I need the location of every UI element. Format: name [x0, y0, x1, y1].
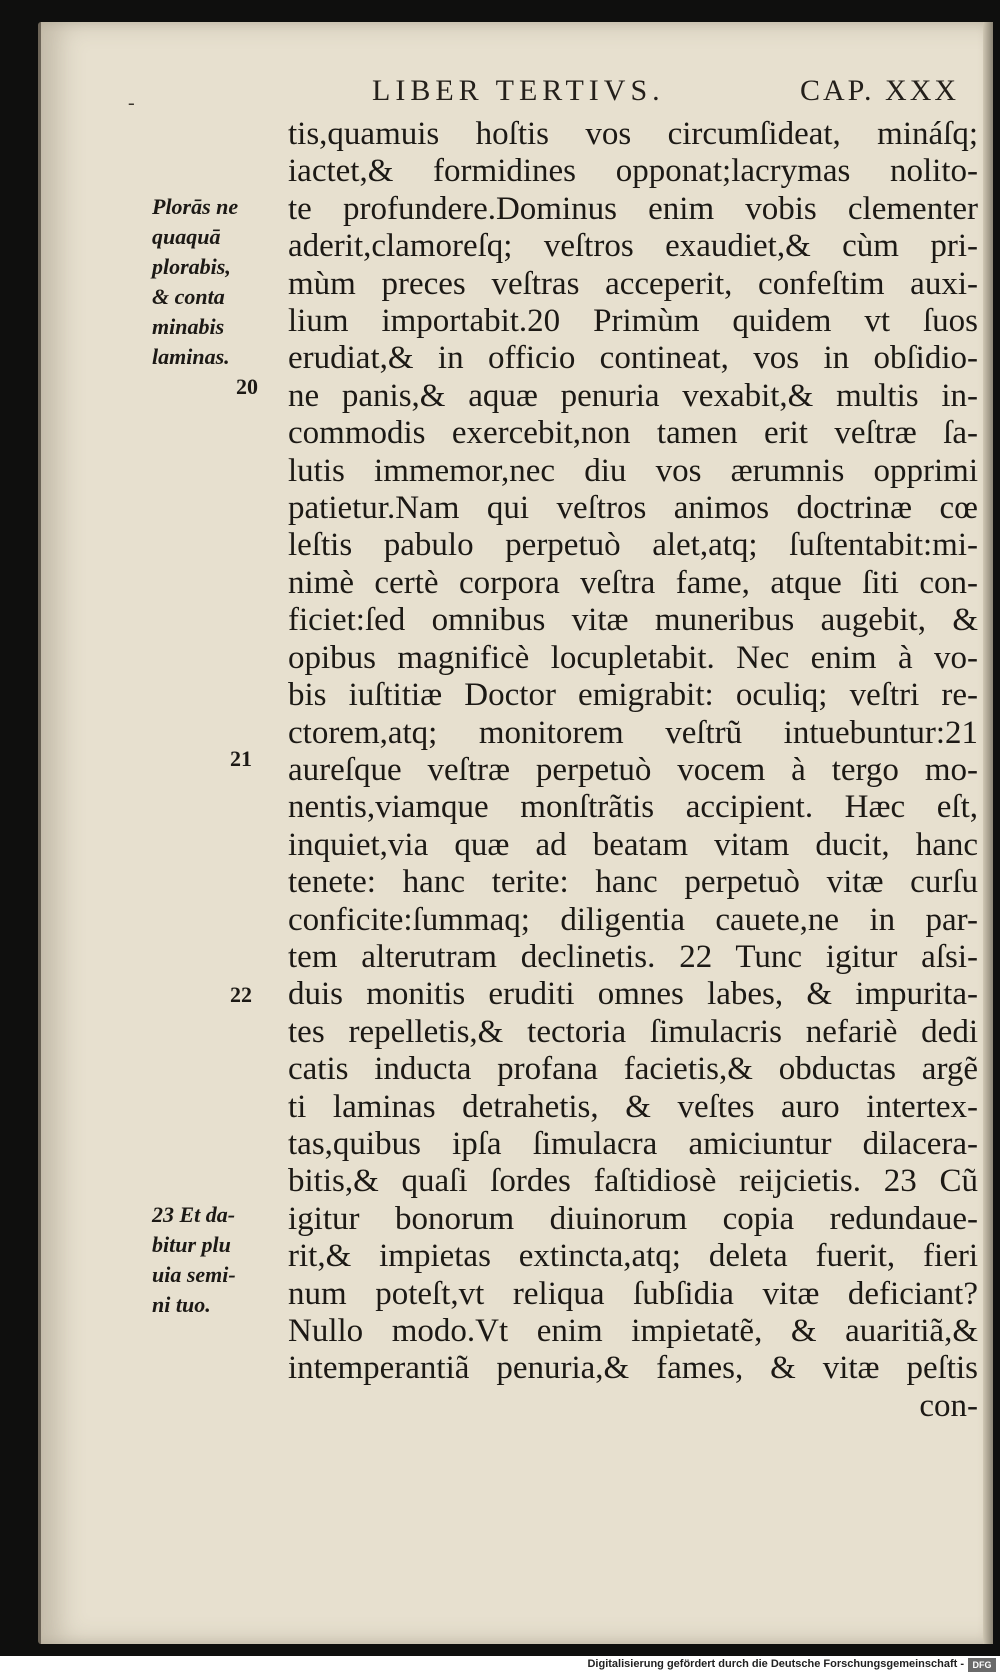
text-line: tis,quamuis hoſtis vos circumſideat, mináſq; — [288, 116, 978, 152]
text-line: ficiet:ſed omnibus vitæ muneribus augebit, & — [288, 602, 978, 639]
marginal-line: Plorās ne — [152, 194, 239, 219]
marginal-line: quaquā — [152, 224, 221, 249]
text-line: opibus magnificè locupletabit. Nec enim à vo- — [288, 639, 978, 676]
text-line: duis monitis eruditi omnes labes, & impurita- — [288, 976, 978, 1013]
marginal-line: 23 Et da- — [152, 1202, 236, 1227]
text-line: patietur.Nam qui veſtros animos doctrinæ cœ — [288, 490, 978, 527]
marginal-line: ni tuo. — [152, 1292, 211, 1317]
text-line: nimè certè corpora veſtra fame, atque ſiti con- — [288, 564, 978, 601]
text-line: tenete: hanc terite: hanc perpetuò vitæ curſu — [288, 864, 978, 901]
marginal-note-23 — [152, 1200, 282, 1320]
text-line: catis inducta profana facietis,& obductas argẽ — [288, 1051, 978, 1088]
marginal-line: & conta — [152, 284, 225, 309]
text-line: num poteſt,vt reliqua ſubſidia vitæ deficiant? — [288, 1275, 978, 1312]
text-line: bitis,& quaſi ſordes faſtidiosè reijcietis. 23 Cũ — [288, 1163, 978, 1200]
text-line: tem alterutram declinetis. 22 Tunc igitur aſsi- — [288, 938, 978, 975]
marginal-line: minabis — [152, 314, 225, 339]
text-line: ctorem,atq; monitorem veſtrũ intuebuntur:21 — [288, 714, 978, 751]
text-line: lium importabit.20 Primùm quidem vt ſuos — [288, 303, 978, 340]
text-line: te profundere.Dominus enim vobis clementer — [288, 190, 978, 227]
text-line: Nullo modo.Vt enim impietatẽ, & auaritiã,& — [288, 1313, 978, 1349]
catchword: con- — [919, 1387, 978, 1424]
text-line: igitur bonorum diuinorum copia redundaue- — [288, 1200, 978, 1237]
running-head: LIBER TERTIVS. — [372, 74, 665, 107]
page-edge — [983, 22, 993, 1644]
chapter-number: CAP. XXX — [800, 74, 960, 107]
text-line: leſtis pabulo perpetuò alet,atq; ſuſtentabit:mi- — [288, 527, 978, 564]
text-line: aureſque veſtræ perpetuò vocem à tergo mo- — [288, 751, 978, 788]
text-line: lutis immemor,nec diu vos ærumnis opprimi — [288, 452, 978, 489]
marginal-line: laminas. — [152, 344, 230, 369]
text-line: nentis,viamque monſtrãtis accipient. Hæc eſt, — [288, 789, 978, 826]
text-line: tes repelletis,& tectoria ſimulacris nefariè dedi — [288, 1013, 978, 1050]
marginal-note-20 — [152, 192, 282, 402]
top-mark: - — [128, 92, 135, 114]
text-line: mùm preces veſtras acceperit, confeſtim auxi- — [288, 265, 978, 302]
text-line: commodis exercebit,non tamen erit veſtræ ſa- — [288, 415, 978, 452]
text-line: ti laminas detrahetis, & veſtes auro intertex- — [288, 1088, 978, 1125]
verse-number-21: 21 — [230, 746, 252, 771]
text-line: aderit,clamoreſq; veſtros exaudiet,& cùm pri- — [288, 228, 978, 265]
text-line: rit,& impietas extincta,atq; deleta fuerit, fieri — [288, 1238, 978, 1275]
main-text — [288, 116, 978, 1425]
text-line: intemperantiã penuria,& fames, & vitæ peſtis — [288, 1350, 978, 1387]
digitization-credit: Digitalisierung gefördert durch die Deutsche Forschungsgemeinschaft - — [587, 1658, 964, 1670]
footer-bar — [0, 1656, 1000, 1676]
text-line: bis iuſtitiæ Doctor emigrabit: oculiq; veſtri re- — [288, 677, 978, 714]
verse-number-22: 22 — [230, 982, 252, 1007]
marginal-line: uia semi- — [152, 1262, 236, 1287]
text-line: iactet,& formidines opponat;lacrymas nolito- — [288, 153, 978, 190]
text-line: erudiat,& in officio contineat, vos in obſidio- — [288, 340, 978, 377]
dfg-logo: DFG — [968, 1658, 996, 1672]
text-line: ne panis,& aquæ penuria vexabit,& multis in- — [288, 377, 978, 414]
text-line: conficite:ſummaq; diligentia cauete,ne in par- — [288, 901, 978, 938]
text-line: tas,quibus ipſa ſimulacra amiciuntur dilacera- — [288, 1125, 978, 1162]
marginal-line: 20 — [236, 374, 258, 399]
text-line: inquiet,via quæ ad beatam vitam ducit, hanc — [288, 826, 978, 863]
marginal-line: bitur plu — [152, 1232, 231, 1257]
marginal-line: plorabis, — [152, 254, 231, 279]
